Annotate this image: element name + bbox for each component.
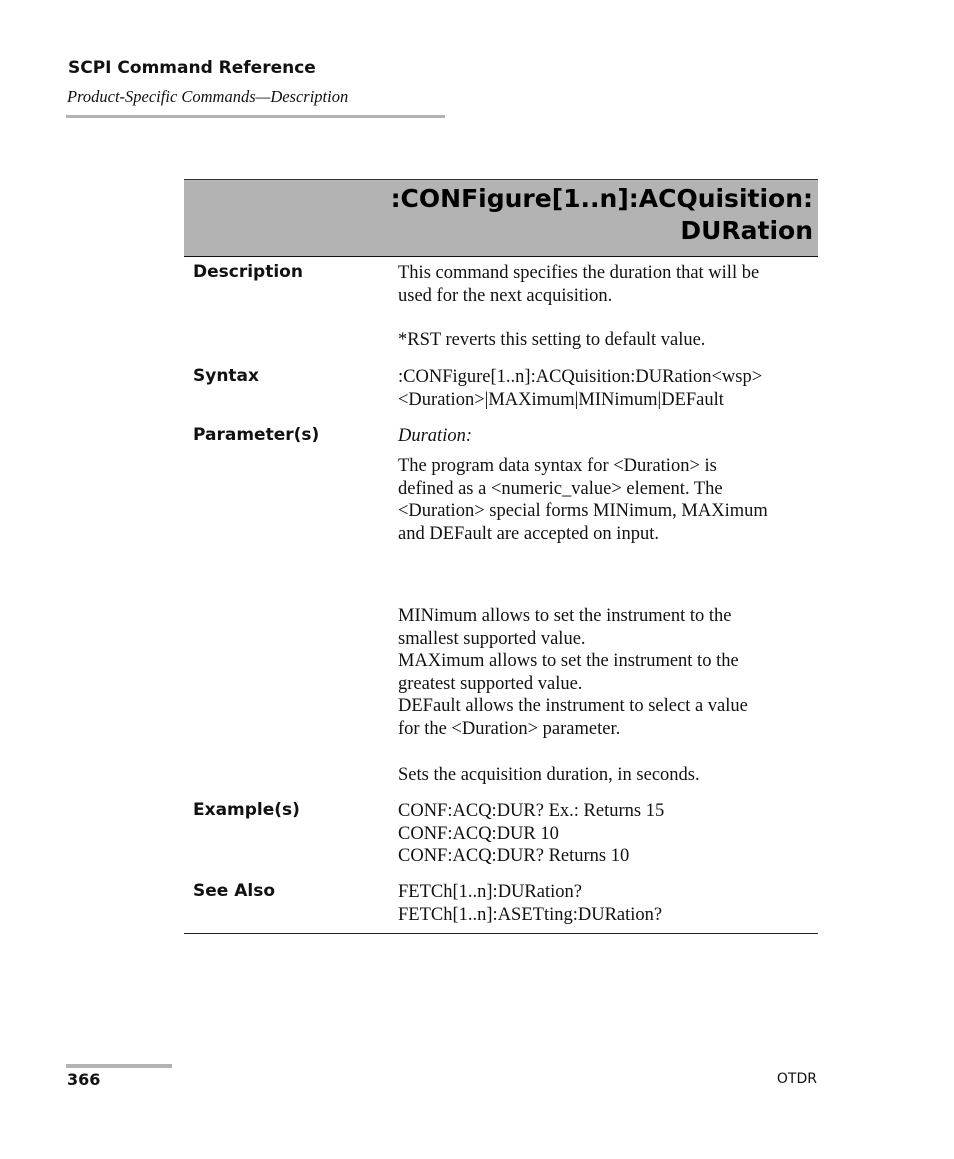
see-also-link[interactable]: FETCh[1..n]:ASETting:DURation? xyxy=(398,904,663,925)
description-line: *RST reverts this setting to default value. xyxy=(398,330,706,351)
page-number: 366 xyxy=(67,1070,101,1089)
footer-divider xyxy=(66,1064,172,1068)
section-title: SCPI Command Reference xyxy=(68,58,316,78)
description-line: This command specifies the duration that will be xyxy=(398,263,760,283)
header-divider xyxy=(66,115,445,118)
parameter-line: The program data syntax for <Duration> is xyxy=(398,456,717,476)
syntax-label: Syntax xyxy=(193,366,259,386)
description-line: used for the next acquisition. xyxy=(398,285,613,306)
parameter-line: and DEFault are accepted on input. xyxy=(398,523,659,544)
command-banner xyxy=(184,179,818,257)
parameter-line: smallest supported value. xyxy=(398,628,586,649)
parameter-line: for the <Duration> parameter. xyxy=(398,718,621,739)
parameter-line: greatest supported value. xyxy=(398,673,583,694)
syntax-line: :CONFigure[1..n]:ACQuisition:DURation<wsp> xyxy=(398,367,763,387)
parameter-name: Duration: xyxy=(398,426,472,446)
parameters-label: Parameter(s) xyxy=(193,425,320,445)
parameter-line: MINimum allows to set the instrument to the xyxy=(398,606,732,626)
table-bottom-rule xyxy=(184,933,818,934)
syntax-text xyxy=(398,366,818,411)
example-line: CONF:ACQ:DUR 10 xyxy=(398,823,559,844)
description-label: Description xyxy=(193,262,303,282)
see-also-text xyxy=(398,881,818,926)
example-line: CONF:ACQ:DUR? Ex.: Returns 15 xyxy=(398,801,665,821)
example-line: CONF:ACQ:DUR? Returns 10 xyxy=(398,846,630,867)
section-subtitle: Product-Specific Commands—Description xyxy=(67,87,349,106)
parameter-line: defined as a <numeric_value> element. The xyxy=(398,478,723,499)
command-title xyxy=(253,183,813,247)
command-title-line1: :CONFigure[1..n]:ACQuisition: xyxy=(390,184,813,213)
parameter-line: Sets the acquisition duration, in seconds. xyxy=(398,764,700,785)
parameter-line: MAXimum allows to set the instrument to the xyxy=(398,651,739,672)
command-title-line2: DURation xyxy=(680,216,813,245)
syntax-line: <Duration>|MAXimum|MINimum|DEFault xyxy=(398,389,724,410)
parameter-description xyxy=(398,455,818,545)
product-name: OTDR xyxy=(776,1071,817,1087)
description-text xyxy=(398,262,818,352)
parameter-line: <Duration> special forms MINimum, MAXimum xyxy=(398,501,768,522)
see-also-link[interactable]: FETCh[1..n]:DURation? xyxy=(398,882,582,902)
parameter-forms xyxy=(398,605,818,786)
examples-label: Example(s) xyxy=(193,800,300,820)
parameter-line: DEFault allows the instrument to select a value xyxy=(398,696,748,717)
see-also-label: See Also xyxy=(193,881,276,901)
examples-text xyxy=(398,800,818,868)
